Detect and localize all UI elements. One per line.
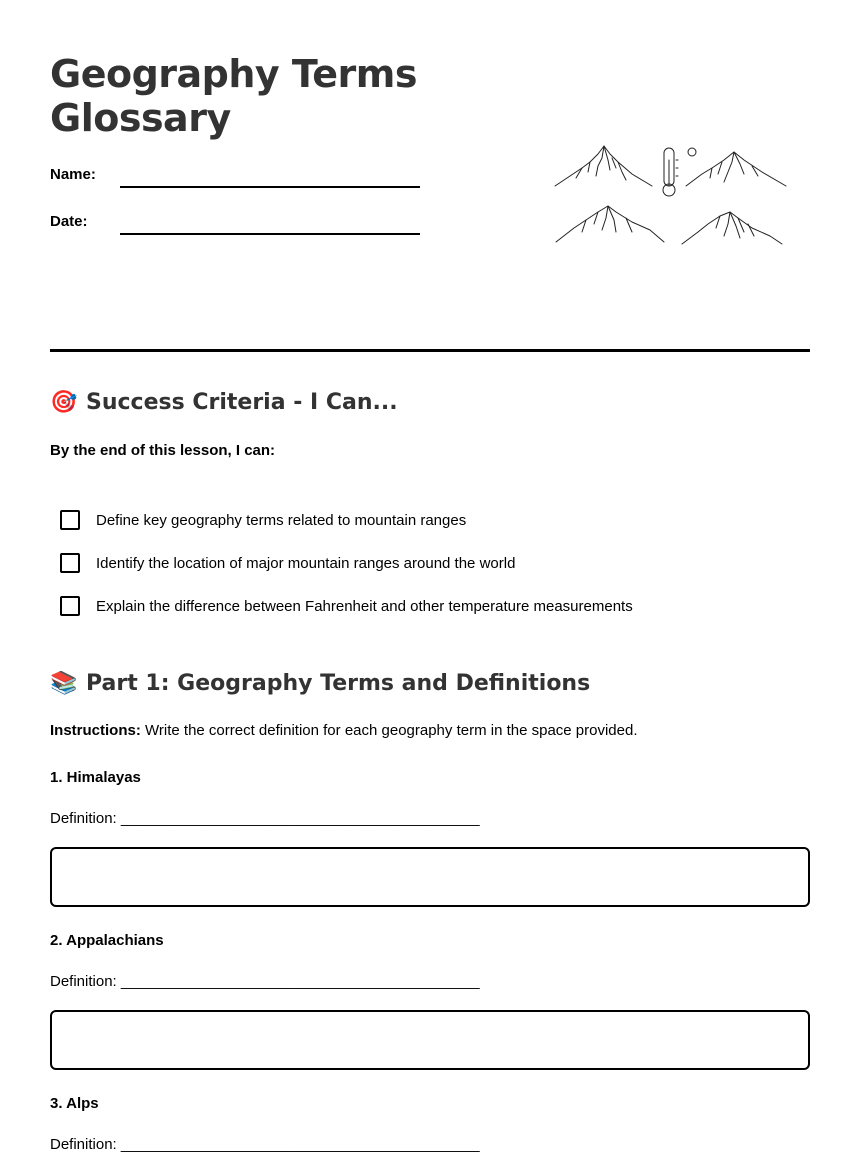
- mountain-icon: [682, 212, 782, 244]
- success-criteria-title: Success Criteria - I Can...: [86, 390, 398, 415]
- criteria-text: Explain the difference between Fahrenheit and other temperature measurements: [96, 597, 633, 615]
- name-field[interactable]: [50, 166, 420, 190]
- section-divider: [50, 349, 810, 352]
- criteria-text: Identify the location of major mountain ranges around the world: [96, 554, 516, 572]
- criteria-item[interactable]: [60, 594, 633, 618]
- success-intro: By the end of this lesson, I can:: [50, 442, 276, 459]
- books-icon: 📚: [50, 671, 78, 696]
- mountain-icon: [556, 206, 664, 242]
- page-title: Geography Terms Glossary: [50, 52, 418, 140]
- part1-heading: [50, 671, 590, 696]
- date-line[interactable]: [120, 233, 420, 235]
- thermometer-icon: [663, 148, 678, 196]
- mountain-icon: [555, 146, 652, 186]
- part1-title: Part 1: Geography Terms and Definitions: [86, 671, 591, 696]
- criteria-item[interactable]: [60, 551, 515, 575]
- date-label: Date:: [50, 213, 88, 230]
- mountain-illustration: [552, 140, 790, 250]
- checkbox[interactable]: [60, 510, 80, 530]
- term-label: 2. Appalachians: [50, 932, 164, 949]
- checkbox[interactable]: [60, 553, 80, 573]
- definition-line: Definition: ___________________________________________: [50, 810, 480, 827]
- instructions-label: Instructions:: [50, 722, 141, 739]
- criteria-item[interactable]: [60, 508, 466, 532]
- criteria-text: Define key geography terms related to mountain ranges: [96, 511, 467, 529]
- term-label: 3. Alps: [50, 1095, 99, 1112]
- success-criteria-heading: [50, 390, 398, 415]
- instructions-text: Write the correct definition for each geography term in the space provided.: [140, 722, 638, 739]
- sun-icon: [688, 148, 696, 156]
- instructions: [50, 722, 638, 739]
- answer-box[interactable]: [50, 847, 810, 907]
- answer-box[interactable]: [50, 1010, 810, 1070]
- target-icon: 🎯: [50, 390, 78, 415]
- checkbox[interactable]: [60, 596, 80, 616]
- definition-line: Definition: ___________________________________________: [50, 1136, 480, 1153]
- name-label: Name:: [50, 166, 96, 183]
- term-label: 1. Himalayas: [50, 769, 141, 786]
- date-field[interactable]: [50, 213, 420, 237]
- mountain-icon: [686, 152, 786, 186]
- definition-line: Definition: ___________________________________________: [50, 973, 480, 990]
- name-line[interactable]: [120, 186, 420, 188]
